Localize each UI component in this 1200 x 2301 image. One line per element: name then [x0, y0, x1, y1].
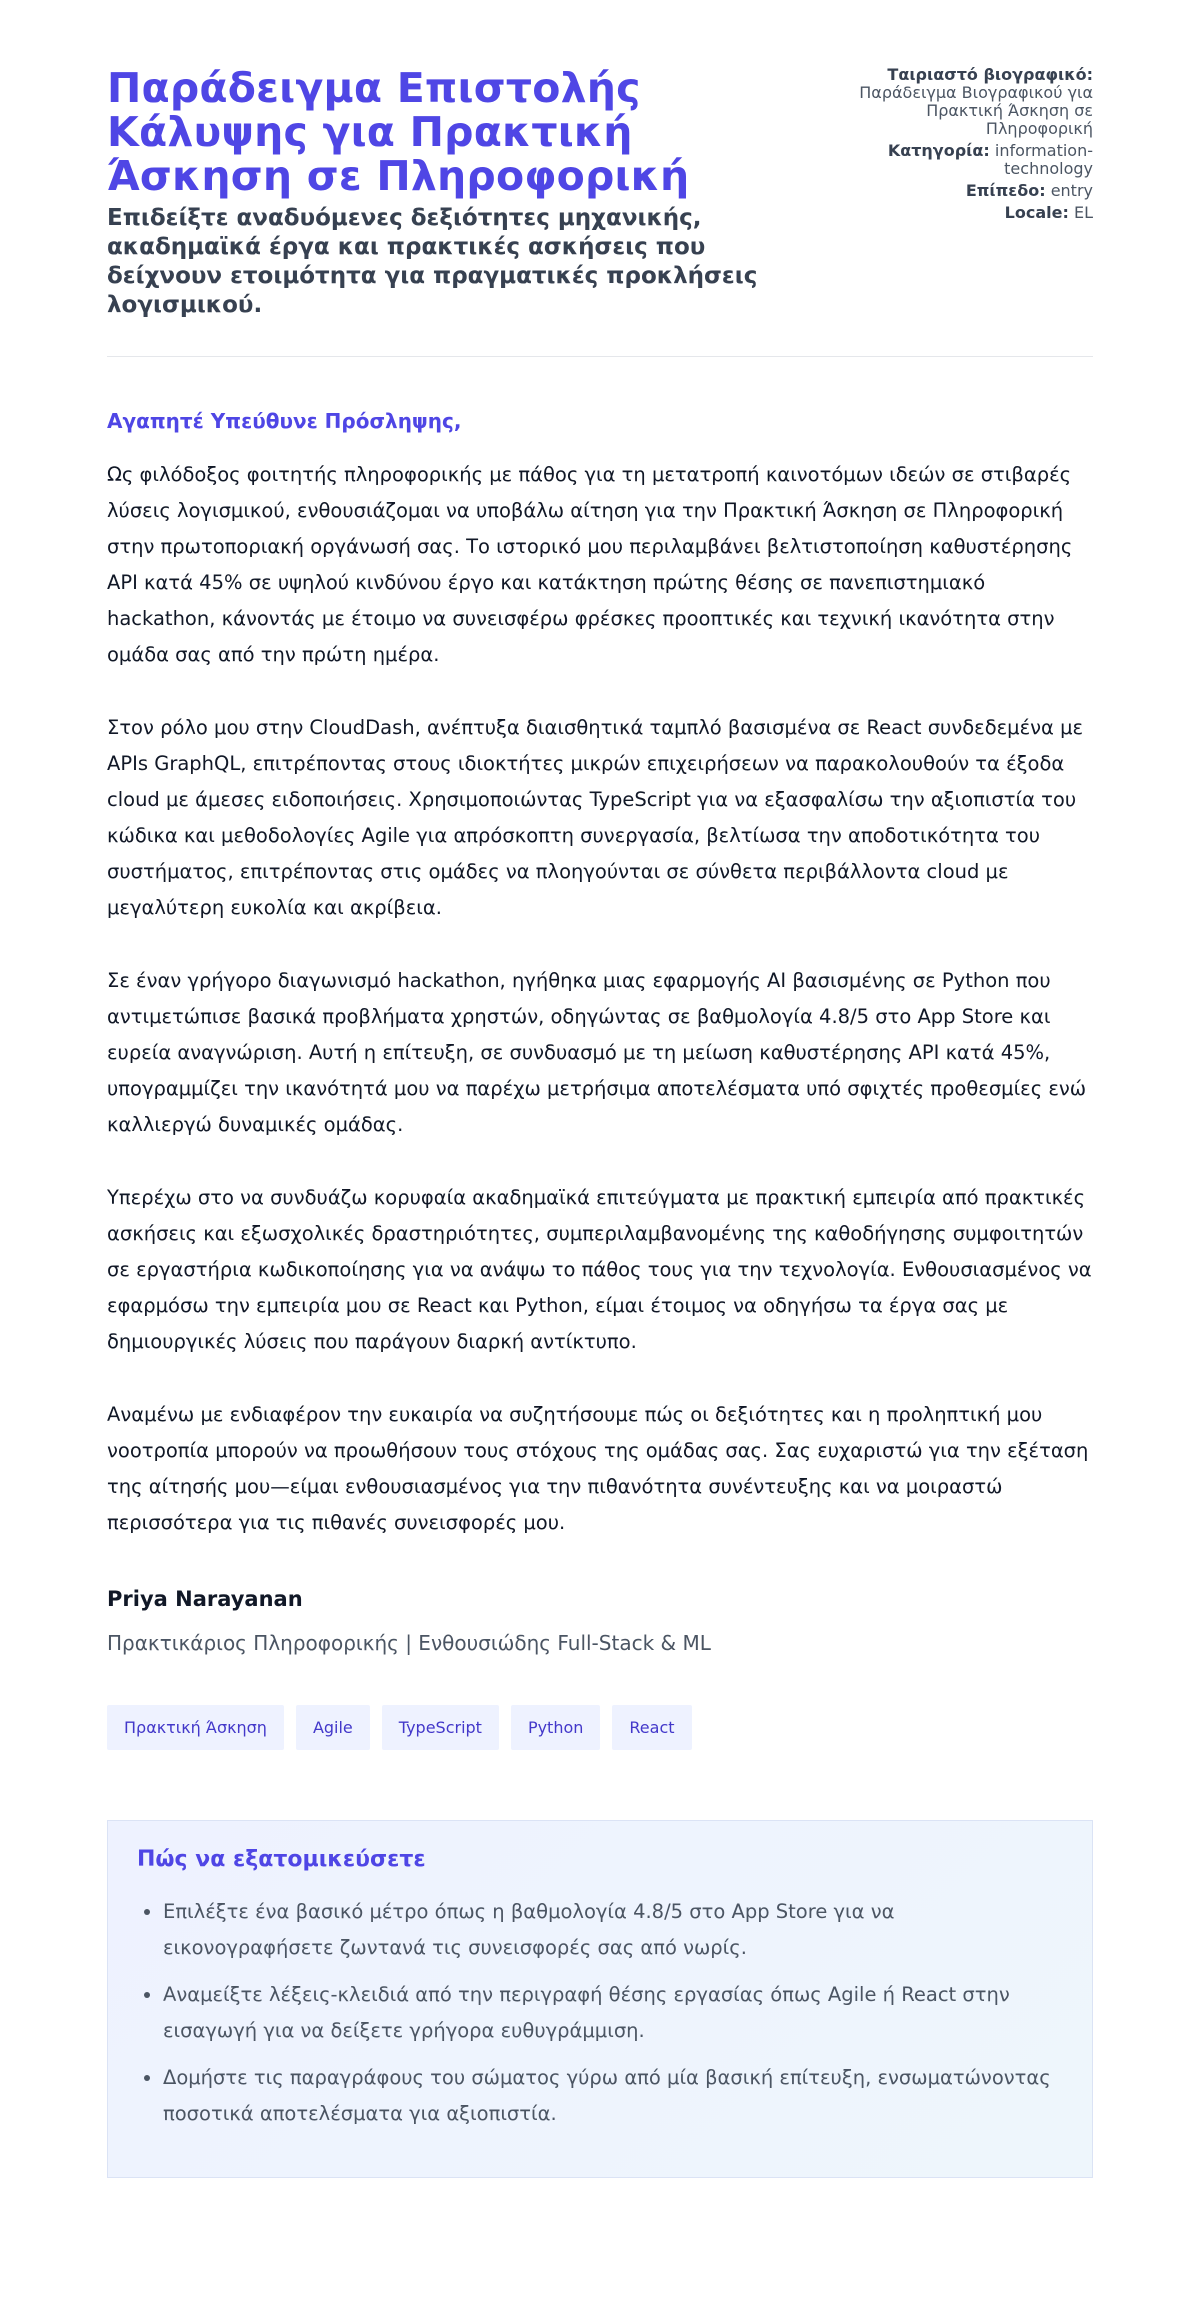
- meta-level: [853, 182, 1093, 200]
- tag-internship: Πρακτική Άσκηση: [107, 1705, 284, 1750]
- signature: [107, 1587, 1093, 1655]
- page-subtitle: Επιδείξτε αναδυόμενες δεξιότητες μηχανικής, ακαδημαϊκά έργα και πρακτικές ασκήσεις που δείχνουν ετοιμότητα για πραγματικές προκλήσεις λογισμικού.: [107, 205, 758, 318]
- signature-title: Πρακτικάριος Πληροφορικής | Ενθουσιώδης Full-Stack & ML: [107, 1631, 711, 1655]
- signature-name: Priya Narayanan: [107, 1587, 303, 1611]
- tag-react: React: [612, 1705, 691, 1750]
- meta-category-value: information-technology: [994, 141, 1093, 178]
- letter-paragraph: Ως φιλόδοξος φοιτητής πληροφορικής με πάθος για τη μετατροπή καινοτόμων ιδεών σε στιβαρές λύσεις λογισμικού, ενθουσιάζομαι να υποβάλω αίτηση για την Πρακτική Άσκηση σε Πληροφορική στην πρωτοποριακή οργάνωσή σας. Το ιστορικό μου περιλαμβάνει βελτιστοποίηση καθυστέρησης API κατά 45% σε υψηλού κινδύνου έργο και κατάκτηση πρώτης θέσης σε πανεπιστημιακό hackathon, κάνοντάς με έτοιμο να συνεισφέρω φρέσκες προοπτικές και τεχνική ικανότητα στην ομάδα σας από την πρώτη ημέρα.: [107, 463, 1073, 666]
- customization-tips: [107, 1820, 1093, 2178]
- meta-resume-value: Παράδειγμα Βιογραφικού για Πρακτική Άσκηση σε Πληροφορική: [859, 83, 1093, 138]
- tips-title: Πώς να εξατομικεύσετε: [137, 1847, 426, 1872]
- tip-item: • Δομήστε τις παραγράφους του σώματος γύρω από μία βασική επίτευξη, ενσωματώνοντας ποσοτικά αποτελέσματα για αξιοπιστία.: [163, 2060, 1063, 2132]
- page-header: [107, 66, 1093, 357]
- meta-locale: [853, 204, 1093, 222]
- tips-list: [137, 1894, 1063, 2132]
- letter-paragraph: Στον ρόλο μου στην CloudDash, ανέπτυξα διαισθητικά ταμπλό βασισμένα σε React συνδεδεμένα με APIs GraphQL, επιτρέποντας στους ιδιοκτήτες μικρών επιχειρήσεων να παρακολουθούν τα έξοδα cloud με άμεσες ειδοποιήσεις. Χρησιμοποιώντας TypeScript για να εξασφαλίσω την αξιοπιστία του κώδικα και μεθοδολογίες Agile για απρόσκοπτη συνεργασία, βελτίωσα την αποδοτικότητα του συστήματος, επιτρέποντας στις ομάδες να πλοηγούνται σε σύνθετα περιβάλλοντα cloud με μεγαλύτερη ευκολία και ακρίβεια.: [107, 716, 1084, 919]
- tag-list: [107, 1705, 1093, 1750]
- header-titles: [107, 66, 807, 320]
- tip-item: • Επιλέξτε ένα βασικό μέτρο όπως η βαθμολογία 4.8/5 στο App Store για να εικονογραφήσετε ζωντανά τις συνεισφορές σας από νωρίς.: [163, 1894, 1063, 1966]
- meta-resume-label: Ταιριαστό βιογραφικό:: [887, 65, 1093, 84]
- tip-item: • Αναμείξτε λέξεις-κλειδιά από την περιγραφή θέσης εργασίας όπως Agile ή React στην εισαγωγή για να δείξετε γρήγορα ευθυγράμμιση.: [163, 1977, 1063, 2049]
- meta-locale-label: Locale:: [1004, 203, 1069, 222]
- tag-python: Python: [511, 1705, 600, 1750]
- page-title: Παράδειγμα Επιστολής Κάλυψης για Πρακτική Άσκηση σε Πληροφορική: [107, 64, 690, 200]
- meta-info: [853, 66, 1093, 226]
- letter-body: [107, 457, 1093, 1541]
- letter-paragraph: Υπερέχω στο να συνδυάζω κορυφαία ακαδημαϊκά επιτεύγματα με πρακτική εμπειρία από πρακτικές ασκήσεις και εξωσχολικές δραστηριότητες, συμπεριλαμβανομένης της καθοδήγησης συμφοιτητών σε εργαστήρια κωδικοποίησης για να ανάψω το πάθος τους για την τεχνολογία. Ενθουσιασμένος να εφαρμόσω την εμπειρία μου σε React και Python, είμαι έτοιμος να οδηγήσω τα έργα σας με δημιουργικές λύσεις που παράγουν διαρκή αντίκτυπο.: [107, 1186, 1092, 1353]
- meta-level-label: Επίπεδο:: [965, 181, 1046, 200]
- letter-paragraph: Σε έναν γρήγορο διαγωνισμό hackathon, ηγήθηκα μιας εφαρμογής AI βασισμένης σε Python που αντιμετώπισε βασικά προβλήματα χρηστών, οδηγώντας σε βαθμολογία 4.8/5 στο App Store και ευρεία αναγνώριση. Αυτή η επίτευξη, σε συνδυασμό με τη μείωση καθυστέρησης API κατά 45%, υπογραμμίζει την ικανότητά μου να παρέχω μετρήσιμα αποτελέσματα υπό σφιχτές προθεσμίες ενώ καλλιεργώ δυναμικές ομάδας.: [107, 969, 1087, 1136]
- tag-agile: Agile: [296, 1705, 370, 1750]
- meta-locale-value: EL: [1073, 203, 1093, 222]
- meta-category: [853, 142, 1093, 178]
- salutation: Αγαπητέ Υπεύθυνε Πρόσληψης,: [107, 409, 462, 433]
- meta-level-value: entry: [1050, 181, 1093, 200]
- tag-typescript: TypeScript: [382, 1705, 499, 1750]
- meta-category-label: Κατηγορία:: [887, 141, 990, 160]
- meta-resume: [853, 66, 1093, 138]
- letter-paragraph: Αναμένω με ενδιαφέρον την ευκαιρία να συζητήσουμε πώς οι δεξιότητες και η προληπτική μου νοοτροπία μπορούν να προωθήσουν τους στόχους της ομάδας σας. Σας ευχαριστώ για την εξέταση της αίτησής μου—είμαι ενθουσιασμένος για την πιθανότητα συνέντευξης και να μοιραστώ περισσότερα για τις πιθανές συνεισφορές μου.: [107, 1403, 1089, 1534]
